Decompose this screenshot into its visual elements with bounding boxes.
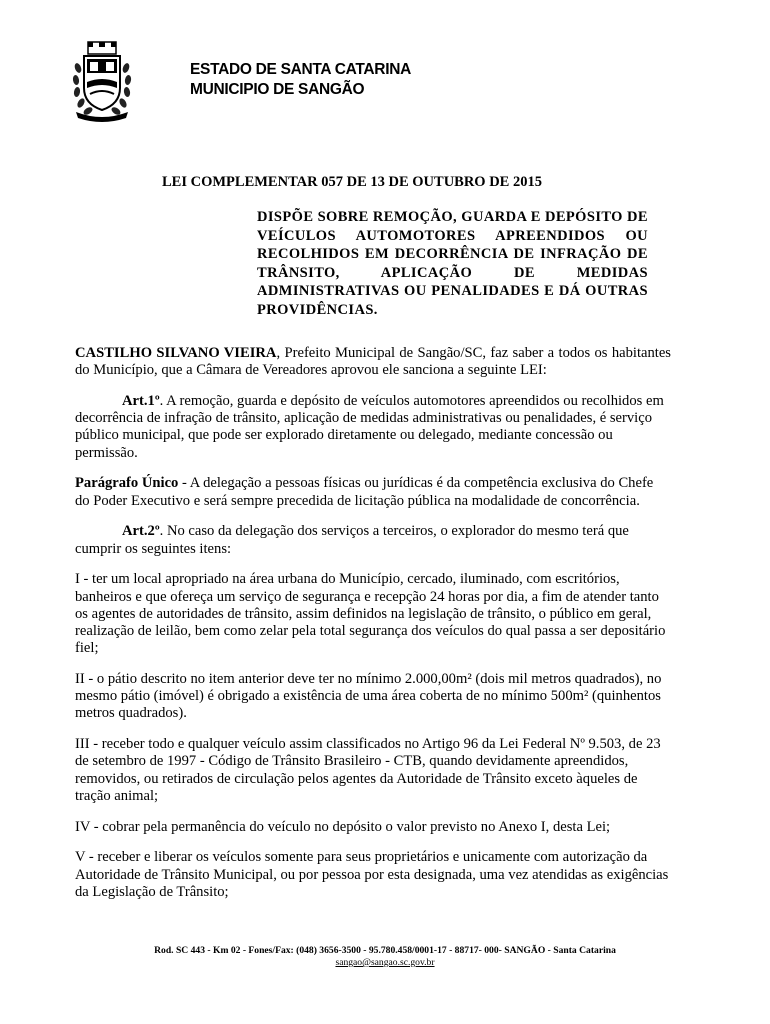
item-v: V - receber e liberar os veículos somente para seus proprietários e unicamente com autorização da Autoridade de Trânsito Municipal, ou por pessoa por esta designada, uma vez atendidas as exigências da Legislação de Trânsito;: [75, 849, 669, 900]
article-2-text: . No caso da delegação dos serviços a terceiros, o explorador do mesmo terá que cumprir os seguintes itens:: [75, 523, 629, 557]
mayor-name: CASTILHO SILVANO VIEIRA: [75, 345, 277, 361]
municipality-name: MUNICIPIO DE SANGÃO: [190, 81, 365, 98]
article-1-label: Art.1º: [122, 393, 160, 409]
article-2-label: Art.2º: [122, 523, 160, 540]
law-summary: DISPÕE SOBRE REMOÇÃO, GUARDA E DEPÓSITO DE VEÍCULOS AUTOMOTORES APREENDIDOS OU RECOLHIDOS EM DECORRÊNCIA DE INFRAÇÃO DE TRÂNSITO, APLICAÇÃO DE MEDIDAS ADMINISTRATIVAS OU PENALIDADES E DÁ OUTRAS PROVIDÊNCIAS.: [257, 209, 648, 318]
article-1-text: . A remoção, guarda e depósito de veículos automotores apreendidos ou recolhidos em decorrência de infração de trânsito, aplicação de medidas administrativas ou penalidades, é serviço público municipal, que pode ser explorado diretamente ou delegado, mediante concessão ou permissão.: [75, 393, 664, 461]
item-ii: II - o pátio descrito no item anterior deve ter no mínimo 2.000,00m² (dois mil metros quadrados), no mesmo pátio (imóvel) é obrigado a existência de uma área coberta de no mínimo 500m² (quinhentos metros quadrados).: [75, 671, 662, 722]
page-footer: [0, 945, 770, 969]
article-2: [75, 523, 671, 557]
item-i: I - ter um local apropriado na área urbana do Município, cercado, iluminado, com escritórios, banheiros e que ofereça um serviço de segurança e recepção 24 horas por dia, a fim de atender tanto os agentes de autoridades de trânsito, assim definidos na legislação de trânsito, o público em geral, realização de leilão, bem como zelar pela total segurança dos veículos do qual passa a ser depositário fiel;: [75, 571, 666, 657]
intro-paragraph: [75, 345, 671, 379]
state-name: ESTADO DE SANTA CATARINA: [190, 61, 411, 78]
sole-paragraph: [75, 475, 671, 509]
item-iv: IV - cobrar pela permanência do veículo no depósito o valor previsto no Anexo I, desta Lei;: [75, 818, 611, 835]
item-iii: III - receber todo e qualquer veículo assim classificados no Artigo 96 da Lei Federal Nº 9.503, de 23 de setembro de 1997 - Código de Trânsito Brasileiro - CTB, quando devidamente apreendidos, removidos, ou retirados de circulação pelos agentes da Autoridade de Trânsito exceto àqueles de tração animal;: [75, 736, 661, 804]
municipal-coat-of-arms-icon: [70, 38, 134, 122]
letterhead: [190, 60, 411, 100]
footer-email[interactable]: sangao@sangao.sc.gov.br: [335, 957, 435, 968]
sole-paragraph-text: - A delegação a pessoas físicas ou jurídicas é da competência exclusiva do Chefe do Poder Executivo e será sempre precedida de licitação pública na modalidade de concorrência.: [75, 475, 654, 509]
law-body: [75, 345, 671, 915]
intro-text: , Prefeito Municipal de Sangão/SC, faz saber a todos os habitantes do Município, que a Câmara de Vereadores aprovou ele sanciona a seguinte LEI:: [75, 345, 671, 379]
sole-paragraph-label: Parágrafo Único: [75, 475, 179, 492]
law-title: LEI COMPLEMENTAR 057 DE 13 DE OUTUBRO DE 2015: [162, 174, 542, 190]
footer-address: Rod. SC 443 - Km 02 - Fones/Fax: (048) 3656-3500 - 95.780.458/0001-17 - 88717- 000- SANGÃO - Santa Catarina: [154, 945, 616, 956]
article-1: [75, 393, 671, 462]
